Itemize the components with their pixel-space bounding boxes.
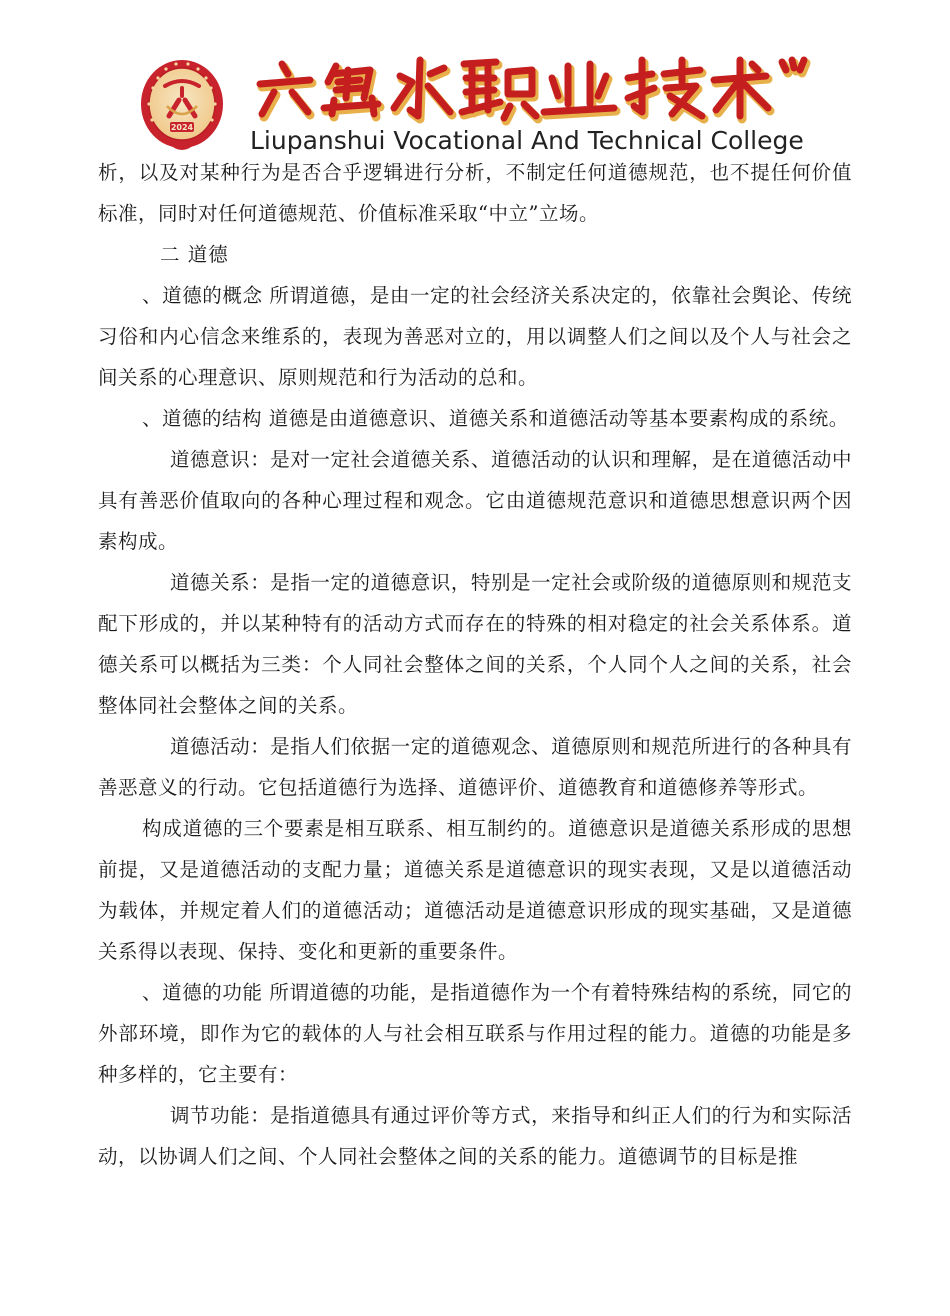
college-name-calligraphy xyxy=(252,52,812,132)
paragraph-continuation: 析，以及对某种行为是否合乎逻辑进行分析，不制定任何道德规范，也不提任何价值标准，同时对任何道德规范、价值标准采取“中立”立场。 xyxy=(98,161,852,225)
paragraph-morality-structure: 、道德的结构 道德是由道德意识、道德关系和道德活动等基本要素构成的系统。 xyxy=(142,407,849,430)
paragraph-morality-function: 、道德的功能 所谓道德的功能，是指道德作为一个有着特殊结构的系统，同它的外部环境，即作为它的载体的人与社会相互联系与作用过程的能力。道德的功能是多种多样的，它主要有： xyxy=(98,981,852,1086)
section-heading-morality: 二 道德 xyxy=(160,243,229,266)
paragraph-regulating-function: 调节功能：是指道德具有通过评价等方式，来指导和纠正人们的行为和实际活动，以协调人们之间、个人同社会整体之间的关系的能力。道德调节的目标是推 xyxy=(98,1104,852,1168)
document-body xyxy=(98,152,852,1177)
document-header xyxy=(0,0,950,160)
paragraph-moral-relations: 道德关系：是指一定的道德意识，特别是一定社会或阶级的道德原则和规范支配下形成的，并以某种特有的活动方式而存在的特殊的相对稳定的社会关系体系。道德关系可以概括为三类：个人同社会整体之间的关系，个人同个人之间的关系，社会整体同社会整体之间的关系。 xyxy=(98,571,852,717)
college-name-english: Liupanshui Vocational And Technical College xyxy=(250,126,804,155)
svg-text:2024: 2024 xyxy=(170,123,194,132)
paragraph-moral-activities: 道德活动：是指人们依据一定的道德观念、道德原则和规范所进行的各种具有善恶意义的行动。它包括道德行为选择、道德评价、道德教育和道德修养等形式。 xyxy=(98,735,852,799)
college-seal-logo xyxy=(139,56,225,156)
paragraph-morality-concept: 、道德的概念 所谓道德，是由一定的社会经济关系决定的，依靠社会舆论、传统习俗和内心信念来维系的，表现为善恶对立的，用以调整人们之间以及个人与社会之间关系的心理意识、原则规范和行为活动的总和。 xyxy=(98,284,852,389)
paragraph-moral-consciousness: 道德意识：是对一定社会道德关系、道德活动的认识和理解，是在道德活动中具有善恶价值取向的各种心理过程和观念。它由道德规范意识和道德思想意识两个因素构成。 xyxy=(98,448,852,553)
paragraph-three-elements: 构成道德的三个要素是相互联系、相互制约的。道德意识是道德关系形成的思想前提，又是道德活动的支配力量；道德关系是道德意识的现实表现，又是以道德活动为载体，并规定着人们的道德活动；道德活动是道德意识形成的现实基础，又是道德关系得以表现、保持、变化和更新的重要条件。 xyxy=(98,817,852,963)
